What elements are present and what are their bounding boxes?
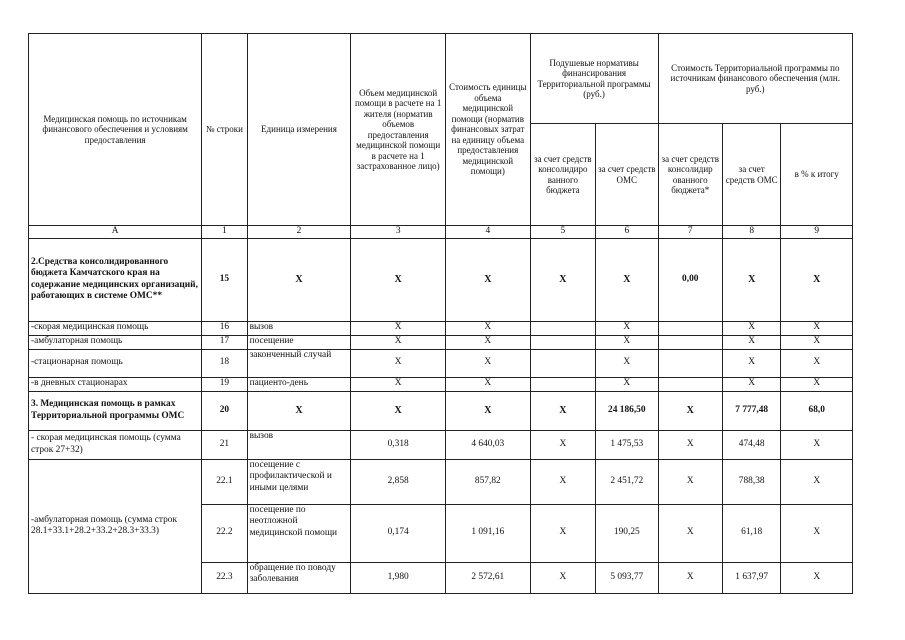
header-col-a: Медицинская помощь по источникам финансового обеспечения и условиям предоставления bbox=[29, 34, 202, 226]
row-name: -скорая медицинская помощь bbox=[29, 321, 202, 335]
row-col-9: Х bbox=[781, 459, 853, 504]
row-col-6: Х bbox=[596, 349, 658, 377]
row-name: -в дневных стационарах bbox=[29, 377, 202, 391]
row-col-8: 788,38 bbox=[722, 459, 780, 504]
header-col-unit: Единица измерения bbox=[247, 34, 351, 226]
row-col-3: 1,980 bbox=[351, 562, 446, 593]
row-name: -стационарная помощь bbox=[29, 349, 202, 377]
row-number: 22.1 bbox=[202, 459, 247, 504]
row-col-5 bbox=[530, 349, 595, 377]
row-col-4: Х bbox=[446, 377, 531, 391]
row-col-4: Х bbox=[446, 349, 531, 377]
column-number: 1 bbox=[202, 226, 247, 239]
financing-table bbox=[28, 33, 853, 594]
row-unit: обращение по поводу заболевания bbox=[247, 562, 351, 593]
column-number: 8 bbox=[722, 226, 780, 239]
row-col-7: Х bbox=[658, 562, 722, 593]
row-col-4: 857,82 bbox=[446, 459, 531, 504]
row-col-6: Х bbox=[596, 335, 658, 349]
row-col-3: 2,858 bbox=[351, 459, 446, 504]
row-number: 20 bbox=[202, 391, 247, 430]
row-col-5 bbox=[530, 377, 595, 391]
row-number: 19 bbox=[202, 377, 247, 391]
row-col-6: Х bbox=[596, 238, 658, 321]
header-row-1 bbox=[29, 34, 853, 124]
table-row bbox=[29, 335, 853, 349]
table-row bbox=[29, 430, 853, 459]
row-col-9: Х bbox=[781, 562, 853, 593]
row-col-3: Х bbox=[351, 321, 446, 335]
row-col-8: 474,48 bbox=[722, 430, 780, 459]
column-number-row bbox=[29, 226, 853, 239]
row-col-6: 24 186,50 bbox=[596, 391, 658, 430]
row-col-6: 5 093,77 bbox=[596, 562, 658, 593]
row-col-7 bbox=[658, 377, 722, 391]
row-col-9: Х bbox=[781, 238, 853, 321]
row-col-4: Х bbox=[446, 238, 531, 321]
column-number: А bbox=[29, 226, 202, 239]
row-col-9: Х bbox=[781, 321, 853, 335]
row-col-5: Х bbox=[530, 504, 595, 562]
row-number: 15 bbox=[202, 238, 247, 321]
row-col-4: Х bbox=[446, 335, 531, 349]
row-col-5 bbox=[530, 335, 595, 349]
row-col-4: 4 640,03 bbox=[446, 430, 531, 459]
row-unit: Х bbox=[247, 238, 351, 321]
row-col-7 bbox=[658, 321, 722, 335]
row-name: 2.Средства консолидированного бюджета Камчатского края на содержание медицинских организаций, работающих в системе ОМС** bbox=[29, 238, 202, 321]
table-row bbox=[29, 238, 853, 321]
column-number: 2 bbox=[247, 226, 351, 239]
table-row bbox=[29, 321, 853, 335]
row-col-5 bbox=[530, 321, 595, 335]
row-col-8: 7 777,48 bbox=[722, 391, 780, 430]
header-group-per-capita: Подушевые нормативы финансирования Территориальной программы (руб.) bbox=[530, 34, 658, 124]
row-col-8: Х bbox=[722, 321, 780, 335]
row-name: -амбулаторная помощь (сумма строк 28.1+33.1+28.2+33.2+28.3+33.3) bbox=[29, 459, 202, 593]
row-col-3: Х bbox=[351, 377, 446, 391]
column-number: 6 bbox=[596, 226, 658, 239]
row-number: 22.3 bbox=[202, 562, 247, 593]
row-col-8: Х bbox=[722, 377, 780, 391]
row-col-3: 0,318 bbox=[351, 430, 446, 459]
row-col-6: Х bbox=[596, 377, 658, 391]
row-col-7: 0,00 bbox=[658, 238, 722, 321]
row-col-4: Х bbox=[446, 391, 531, 430]
table-row bbox=[29, 377, 853, 391]
row-col-3: 0,174 bbox=[351, 504, 446, 562]
row-name: -амбулаторная помощь bbox=[29, 335, 202, 349]
row-col-4: 1 091,16 bbox=[446, 504, 531, 562]
row-col-6: 190,25 bbox=[596, 504, 658, 562]
row-number: 17 bbox=[202, 335, 247, 349]
row-col-8: 61,18 bbox=[722, 504, 780, 562]
row-col-7: Х bbox=[658, 391, 722, 430]
header-sub-col-9: в % к итогу bbox=[781, 124, 853, 226]
row-col-9: Х bbox=[781, 335, 853, 349]
row-col-9: Х bbox=[781, 504, 853, 562]
row-col-8: Х bbox=[722, 335, 780, 349]
header-sub-col-5: за счет средств консолидиро ванного бюджета bbox=[530, 124, 595, 226]
row-col-4: Х bbox=[446, 321, 531, 335]
row-col-7: Х bbox=[658, 459, 722, 504]
column-number: 3 bbox=[351, 226, 446, 239]
row-unit: посещение по неотложной медицинской помощи bbox=[247, 504, 351, 562]
row-col-3: Х bbox=[351, 349, 446, 377]
header-sub-col-8: за счет средств ОМС bbox=[722, 124, 780, 226]
row-col-8: 1 637,97 bbox=[722, 562, 780, 593]
table-row bbox=[29, 391, 853, 430]
row-number: 18 bbox=[202, 349, 247, 377]
row-number: 22.2 bbox=[202, 504, 247, 562]
row-unit: посещение bbox=[247, 335, 351, 349]
row-col-3: Х bbox=[351, 238, 446, 321]
row-col-7 bbox=[658, 335, 722, 349]
row-col-8: Х bbox=[722, 238, 780, 321]
row-col-4: 2 572,61 bbox=[446, 562, 531, 593]
row-col-6: 2 451,72 bbox=[596, 459, 658, 504]
header-sub-col-7: за счет средств консолидир ованного бюджета* bbox=[658, 124, 722, 226]
row-col-9: Х bbox=[781, 430, 853, 459]
header-col-cost: Стоимость единицы объема медицинской помощи (норматив финансовых затрат на единицу объема предоставления медицинской помощи) bbox=[446, 34, 531, 226]
header-col-volume: Объем медицинской помощи в расчете на 1 жителя (норматив объемов предоставления медицинской помощи в расчете на 1 застрахованное лицо) bbox=[351, 34, 446, 226]
column-number: 5 bbox=[530, 226, 595, 239]
row-name: - скорая медицинская помощь (сумма строк 27+32) bbox=[29, 430, 202, 459]
column-number: 9 bbox=[781, 226, 853, 239]
row-col-9: Х bbox=[781, 377, 853, 391]
row-unit: вызов bbox=[247, 430, 351, 459]
row-col-5: Х bbox=[530, 430, 595, 459]
row-unit: вызов bbox=[247, 321, 351, 335]
header-group-program-cost: Стоимость Территориальной программы по источникам финансового обеспечения (млн. руб.) bbox=[658, 34, 852, 124]
row-col-5: Х bbox=[530, 238, 595, 321]
row-col-5: Х bbox=[530, 562, 595, 593]
table-row bbox=[29, 349, 853, 377]
row-unit: Х bbox=[247, 391, 351, 430]
row-col-5: Х bbox=[530, 391, 595, 430]
row-col-9: Х bbox=[781, 349, 853, 377]
row-name: 3. Медицинская помощь в рамках Территориальной программы ОМС bbox=[29, 391, 202, 430]
row-col-7: Х bbox=[658, 504, 722, 562]
column-number: 4 bbox=[446, 226, 531, 239]
row-col-7: Х bbox=[658, 430, 722, 459]
row-col-3: Х bbox=[351, 391, 446, 430]
column-number: 7 bbox=[658, 226, 722, 239]
row-col-3: Х bbox=[351, 335, 446, 349]
row-unit: законченный случай bbox=[247, 349, 351, 377]
row-unit: пациенто-день bbox=[247, 377, 351, 391]
table-row bbox=[29, 459, 853, 504]
header-col-row-number: № строки bbox=[202, 34, 247, 226]
row-col-9: 68,0 bbox=[781, 391, 853, 430]
row-col-6: 1 475,53 bbox=[596, 430, 658, 459]
row-number: 21 bbox=[202, 430, 247, 459]
row-col-6: Х bbox=[596, 321, 658, 335]
header-sub-col-6: за счет средств ОМС bbox=[596, 124, 658, 226]
row-col-7 bbox=[658, 349, 722, 377]
row-unit: посещение с профилактической и иными целями bbox=[247, 459, 351, 504]
row-number: 16 bbox=[202, 321, 247, 335]
row-col-5: Х bbox=[530, 459, 595, 504]
row-col-8: Х bbox=[722, 349, 780, 377]
